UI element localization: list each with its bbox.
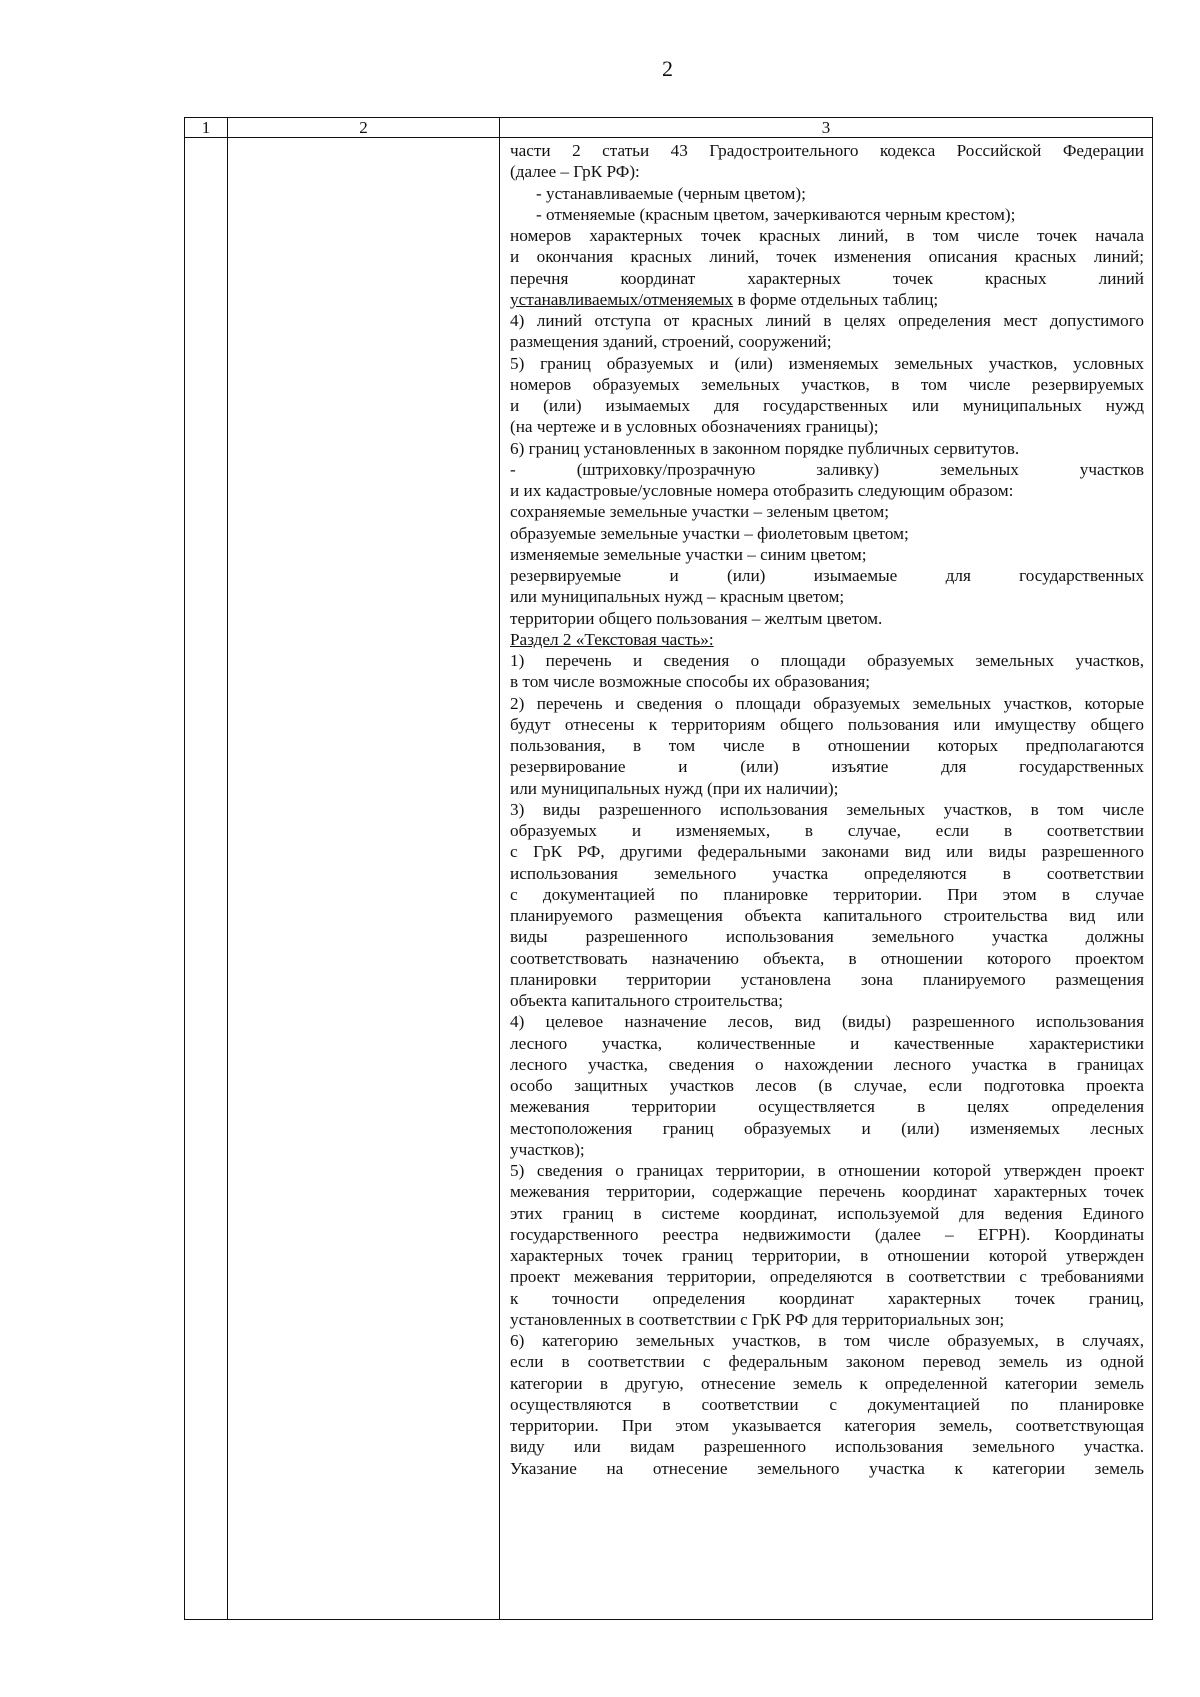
text-line: проект межевания территории, определяются в соответствии с требованиями xyxy=(510,1267,1144,1287)
text-line: 4) линий отступа от красных линий в целях определения мест допустимого xyxy=(510,311,1144,330)
text-line: резервируемые и (или) изымаемые для государственных xyxy=(510,566,1144,585)
text-line: (далее – ГрК РФ): xyxy=(510,162,640,182)
text-line: и (или) изымаемых для государственных или муниципальных нужд xyxy=(510,396,1144,415)
text-line: планировки территории установлена зона планируемого размещения xyxy=(510,969,1144,989)
text-line: - устанавливаемые (черным цветом); xyxy=(536,183,806,203)
text-line: образуемые земельные участки – фиолетовым цветом; xyxy=(510,523,909,543)
table-body-row xyxy=(185,138,1153,1620)
text-line: характерных точек границ территории, в отношении которой утвержден xyxy=(510,1246,1144,1265)
text-line: номеров характерных точек красных линий, в том числе точек начала xyxy=(510,226,1144,245)
text-line: если в соответствии с федеральным законом перевод земель из одной xyxy=(510,1352,1144,1372)
text-line: устанавливаемых/отменяемых в форме отдельных таблиц; xyxy=(510,289,939,309)
text-line: резервирование и (или) изъятие для государственных xyxy=(510,757,1144,777)
text-line: 6) границ установленных в законном порядке публичных сервитутов. xyxy=(510,438,1020,458)
text-line: к точности определения координат характерных точек границ, xyxy=(510,1288,1144,1308)
text-line: особо защитных участков лесов (в случае, если подготовка проекта xyxy=(510,1076,1144,1095)
text-line: с документацией по планировке территории. При этом в случае xyxy=(510,884,1144,904)
table-header-row xyxy=(185,118,1153,138)
text-line: участков); xyxy=(510,1139,585,1159)
text-line: перечня координат характерных точек красных линий xyxy=(510,268,1144,288)
text-line: установленных в соответствии с ГрК РФ для территориальных зон; xyxy=(510,1309,1005,1329)
underlined-text: устанавливаемых/отменяемых xyxy=(510,289,734,309)
underlined-text: Раздел 2 «Текстовая часть»: xyxy=(510,629,714,649)
text-line: пользования, в том числе в отношении которых предполагаются xyxy=(510,736,1144,755)
text-line: - отменяемые (красным цветом, зачеркиваются черным крестом); xyxy=(536,204,1016,224)
text-line: Указание на отнесение земельного участка к категории земель xyxy=(510,1458,1144,1478)
cell-column-1 xyxy=(185,138,228,1620)
text-line: виды разрешенного использования земельного участка должны xyxy=(510,927,1144,947)
text-line: части 2 статьи 43 Градостроительного кодекса Российской Федерации xyxy=(510,141,1144,160)
text-line: или муниципальных нужд – красным цветом; xyxy=(510,587,845,607)
text-line: категории в другую, отнесение земель к определенной категории земель xyxy=(510,1373,1144,1393)
column-header-3: 3 xyxy=(500,118,1153,138)
text-line: планируемого размещения объекта капитального строительства вид или xyxy=(510,906,1144,925)
text-line: номеров образуемых земельных участков, в том числе резервируемых xyxy=(510,374,1144,394)
document-table xyxy=(184,117,1153,1620)
text-line: 5) границ образуемых и (или) изменяемых земельных участков, условных xyxy=(510,353,1144,373)
text-line: и окончания красных линий, точек изменения описания красных линий; xyxy=(510,247,1144,267)
text-line: этих границ в системе координат, используемой для ведения Единого xyxy=(510,1203,1144,1223)
text-line: размещения зданий, строений, сооружений; xyxy=(510,332,832,352)
text-line: местоположения границ образуемых и (или) изменяемых лесных xyxy=(510,1118,1144,1138)
text-line: и их кадастровые/условные номера отобразить следующим образом: xyxy=(510,481,1014,500)
page-number: 2 xyxy=(662,56,673,81)
text-line: осуществляются в соответствии с документацией по планировке xyxy=(510,1394,1144,1414)
cell-column-3-text xyxy=(500,138,1153,1620)
column-header-2: 2 xyxy=(228,118,500,138)
text-line: виду или видам разрешенного использования земельного участка. xyxy=(510,1437,1144,1457)
text-line: территории общего пользования – желтым цветом. xyxy=(510,608,883,628)
text-line: лесного участка, количественные и качественные характеристики xyxy=(510,1033,1144,1053)
text-line: соответствовать назначению объекта, в отношении которого проектом xyxy=(510,948,1144,968)
column-header-1: 1 xyxy=(185,118,228,138)
text-line: лесного участка, сведения о нахождении лесного участка в границах xyxy=(510,1054,1144,1074)
text-line: межевания территории, содержащие перечень координат характерных точек xyxy=(510,1182,1144,1202)
text-line: образуемых и изменяемых, в случае, если в соответствии xyxy=(510,821,1144,840)
text-line: 5) сведения о границах территории, в отношении которой утвержден проект xyxy=(510,1161,1144,1180)
text-line: в том числе возможные способы их образования; xyxy=(510,672,871,692)
text-line: 4) целевое назначение лесов, вид (виды) разрешенного использования xyxy=(510,1012,1144,1032)
text-line: 3) виды разрешенного использования земельных участков, в том числе xyxy=(510,799,1144,819)
text-line xyxy=(510,629,1144,650)
text-line: сохраняемые земельные участки – зеленым цветом; xyxy=(510,502,890,522)
text-line: государственного реестра недвижимости (далее – ЕГРН). Координаты xyxy=(510,1224,1144,1244)
text-line: межевания территории осуществляется в целях определения xyxy=(510,1097,1144,1117)
cell-column-2 xyxy=(228,138,500,1620)
text-line: 6) категорию земельных участков, в том числе образуемых, в случаях, xyxy=(510,1331,1144,1350)
text-line: или муниципальных нужд (при их наличии); xyxy=(510,778,839,798)
text-line: изменяемые земельные участки – синим цветом; xyxy=(510,544,867,564)
text-line: объекта капитального строительства; xyxy=(510,991,784,1010)
text-line: 1) перечень и сведения о площади образуемых земельных участков, xyxy=(510,651,1144,670)
text-line: использования земельного участка определяются в соответствии xyxy=(510,863,1144,883)
text-line: - (штриховку/прозрачную заливку) земельных участков xyxy=(510,459,1144,479)
text-line: будут отнесены к территориям общего пользования или имуществу общего xyxy=(510,714,1144,734)
text-line: (на чертеже и в условных обозначениях границы); xyxy=(510,417,879,437)
text-line: с ГрК РФ, другими федеральными законами вид или виды разрешенного xyxy=(510,842,1144,862)
text-line: 2) перечень и сведения о площади образуемых земельных участков, которые xyxy=(510,693,1144,713)
text-line: территории. При этом указывается категория земель, соответствующая xyxy=(510,1416,1144,1435)
